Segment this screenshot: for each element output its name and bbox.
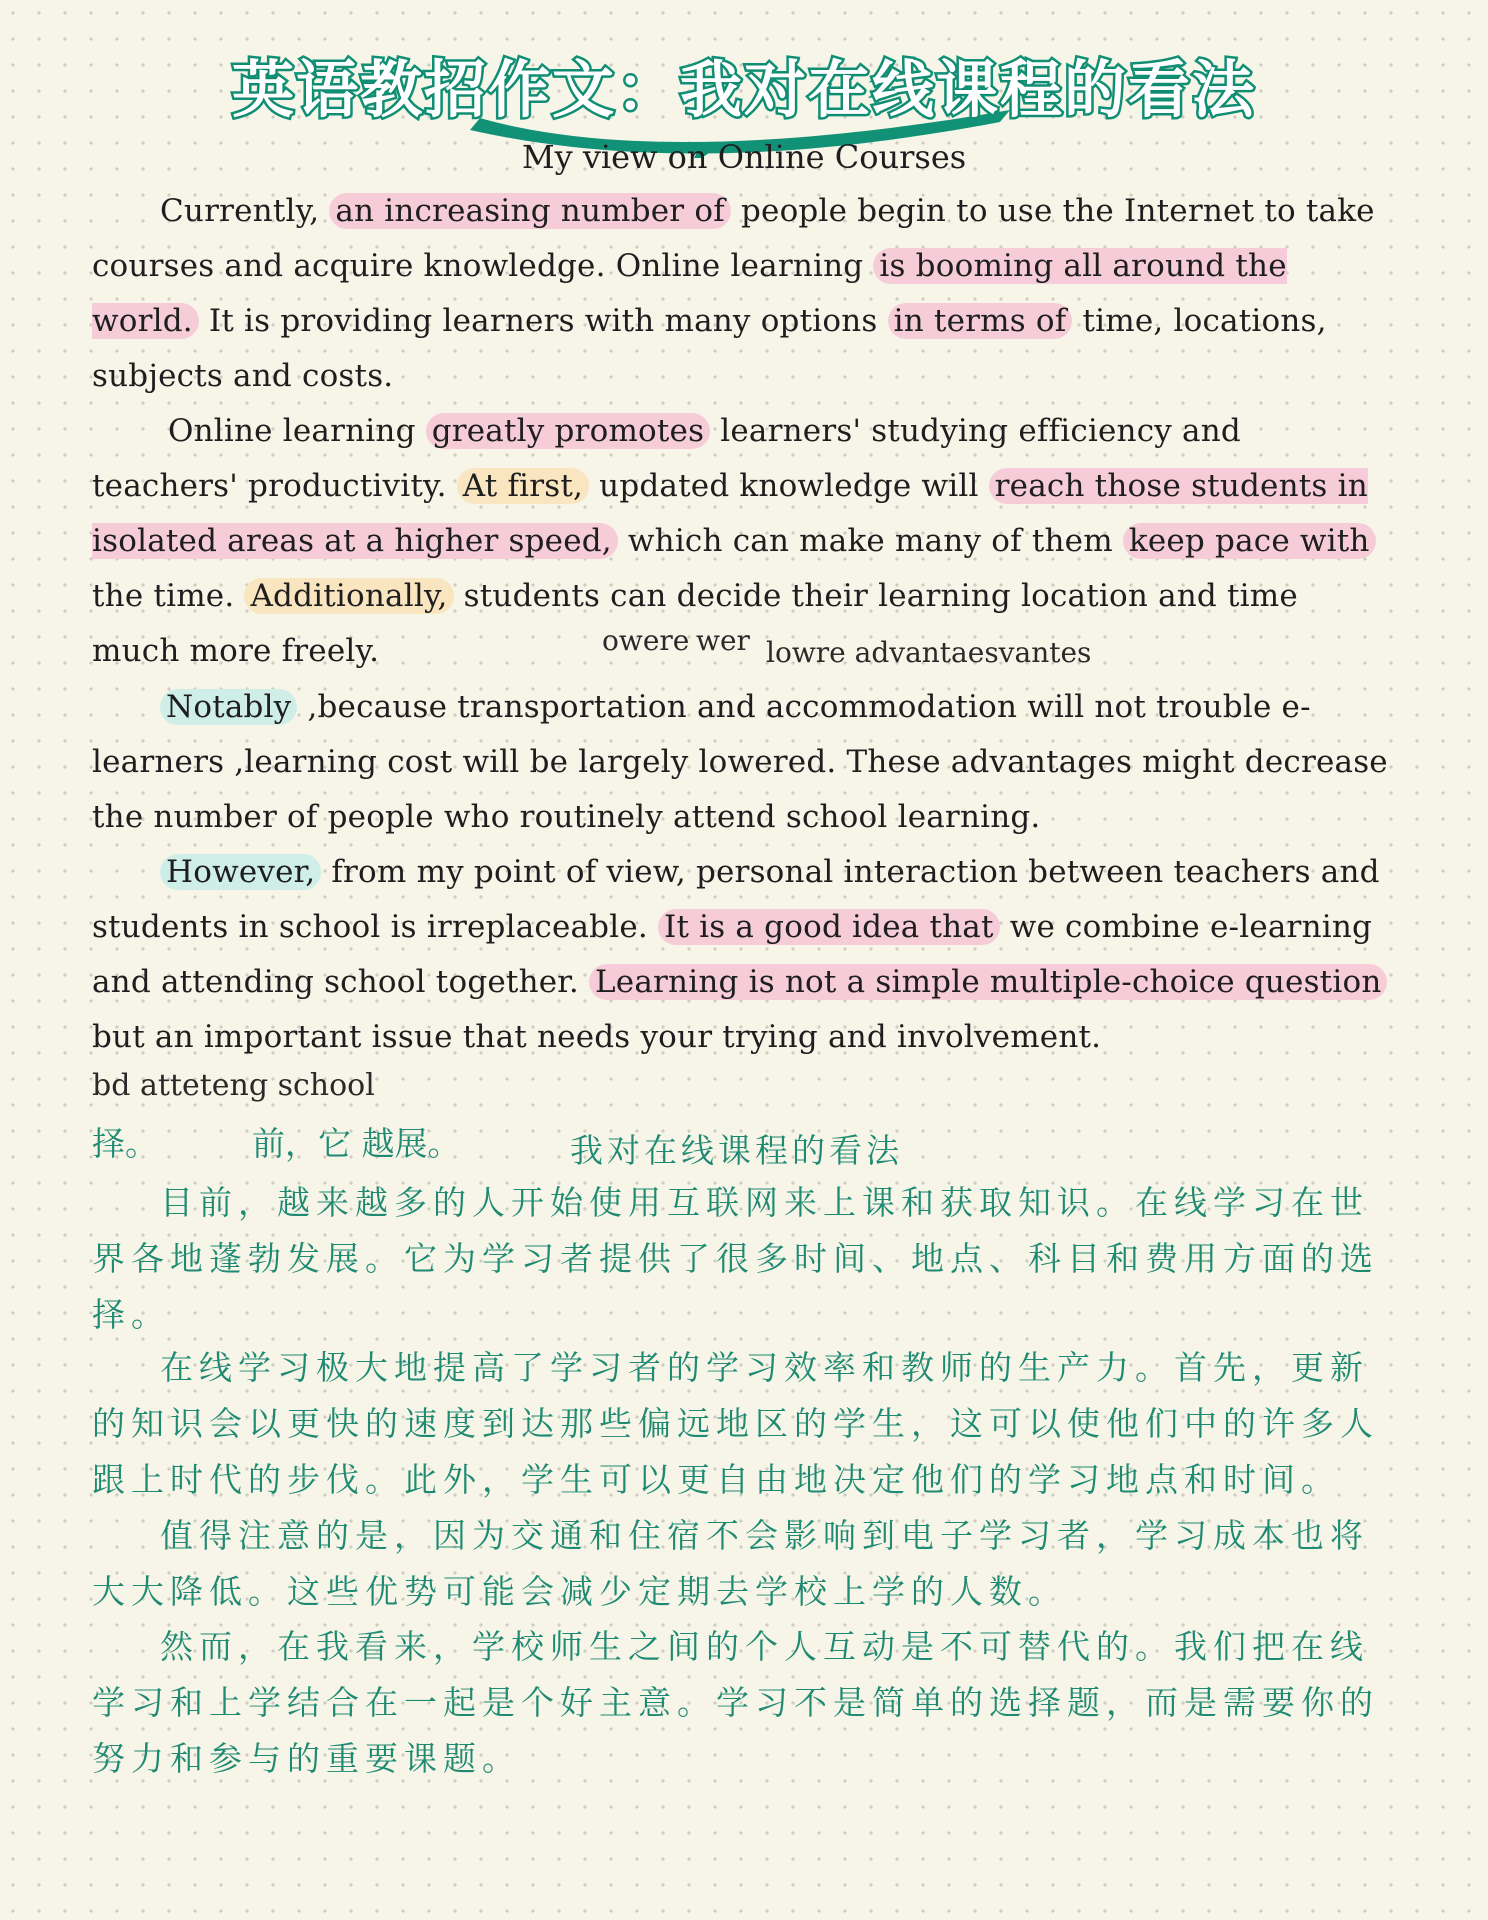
ghost-text: wer — [696, 624, 750, 657]
highlight-phrase: greatly promotes — [426, 413, 711, 449]
ghost-text: owere — [602, 624, 690, 657]
highlight-phrase: Learning is not a simple multiple-choice question — [589, 964, 1387, 1000]
english-paragraph-1: Currently, an increasing number of people begin to use the Internet to take courses and acquire knowledge. Online learning is booming all around the world. It is providing learners with many options in terms of time, locations, subjects and costs. — [92, 193, 1375, 394]
ghost-text: 前，它 越展。 — [252, 1124, 461, 1163]
chinese-paragraph-1: 目前，越来越多的人开始使用互联网来上课和获取知识。在线学习在世界各地蓬勃发展。它为学习者提供了很多时间、地点、科目和费用方面的选择。 — [92, 1183, 1379, 1334]
title-banner — [0, 18, 1488, 138]
highlight-phrase: It is a good idea that — [658, 909, 1000, 945]
highlight-transition: Additionally, — [244, 578, 453, 614]
english-essay-title: My view on Online Courses — [521, 138, 967, 176]
ghost-text: lowre advantaesvantes — [766, 636, 1092, 669]
highlight-phrase: reach those students in isolated areas at a higher speed, — [92, 468, 1368, 559]
ghost-text: 择。 — [92, 1124, 158, 1163]
ghost-text: bd atteteng school — [92, 1068, 375, 1103]
english-paragraph-4: However, from my point of view, personal interaction between teachers and students in school is irreplaceable. It is a good idea that we combine e-learning and attending school together. Learning is not a simple multiple-choice question but an important issue that needs your trying and involvement. — [92, 845, 1392, 1065]
chinese-paragraph-3: 值得注意的是，因为交通和住宿不会影响到电子学习者，学习成本也将大大降低。这些优势可能会减少定期去学校上学的人数。 — [92, 1516, 1369, 1611]
chinese-essay-title: 我对在线课程的看法 — [570, 1131, 903, 1170]
highlight-phrase: is booming all around the world. — [92, 248, 1287, 339]
highlight-connector: However, — [160, 854, 321, 890]
chinese-paragraph-2: 在线学习极大地提高了学习者的学习效率和教师的生产力。首先，更新的知识会以更快的速度到达那些偏远地区的学生，这可以使他们中的许多人跟上时代的步伐。此外，学生可以更自由地决定他们的学习地点和时间。 — [92, 1348, 1379, 1499]
highlight-phrase: in terms of — [888, 303, 1073, 339]
highlight-phrase: an increasing number of — [329, 193, 731, 229]
english-paragraph-3: Notably ,because transportation and accommodation will not trouble e-learners ,learning cost will be largely lowered. These advantages might decrease the number of people who routinely attend school learning. — [92, 689, 1388, 835]
highlight-connector: Notably — [160, 689, 297, 725]
page-title: 英语教招作文：我对在线课程的看法 — [231, 53, 1256, 126]
chinese-paragraph-4: 然而，在我看来，学校师生之间的个人互动是不可替代的。我们把在线学习和上学结合在一起是个好主意。学习不是简单的选择题，而是需要你的努力和参与的重要课题。 — [92, 1627, 1379, 1778]
highlight-phrase: keep pace with — [1123, 523, 1376, 559]
highlight-transition: At first, — [457, 468, 589, 504]
english-paragraph-2: Online learning greatly promotes learners' studying efficiency and teachers' productivity. At first, updated knowledge will reach those students in isolated areas at a higher speed, which can make many of them keep pace with the time. Additionally, students can decide their learning location and time much more freely. — [92, 404, 1392, 679]
